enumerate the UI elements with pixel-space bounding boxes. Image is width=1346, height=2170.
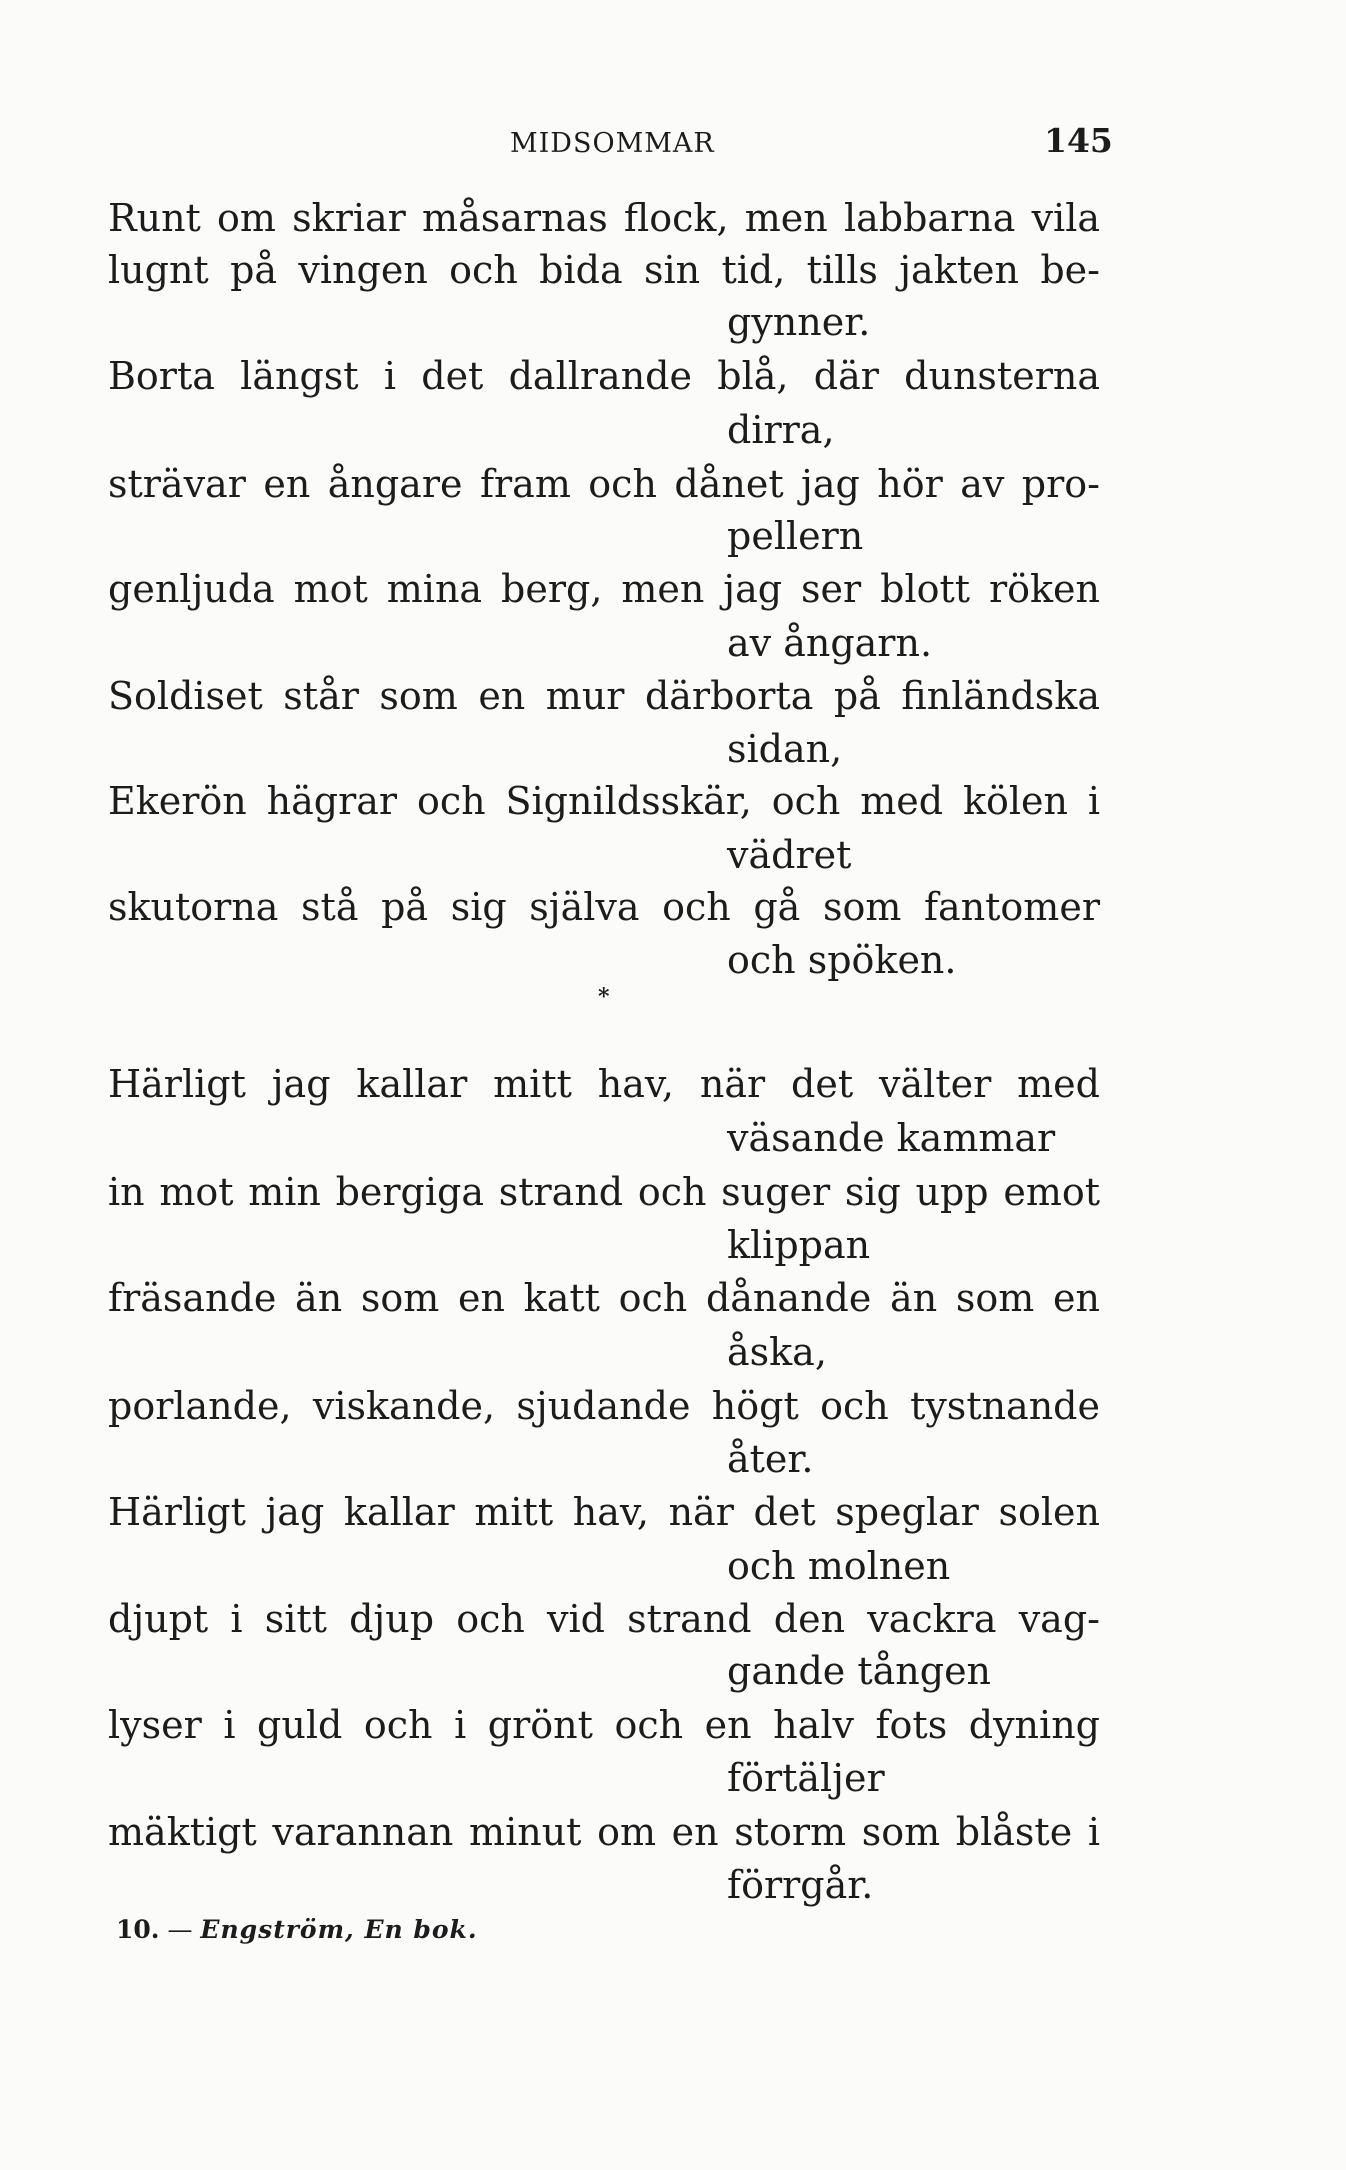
verse-line: fräsande än som en katt och dånande än som en (108, 1276, 1100, 1320)
verse-line-continuation: väsande kammar (727, 1116, 1056, 1160)
verse-line-continuation: av ångarn. (727, 621, 933, 665)
verse-line: Härligt jag kallar mitt hav, när det välter med (108, 1062, 1100, 1106)
verse-line-continuation: sidan, (727, 727, 843, 771)
verse-line: Runt om skriar måsarnas flock, men labbarna vila (108, 196, 1100, 240)
signature-text: Engström, En bok. (200, 1915, 478, 1944)
section-divider-asterisk: * (598, 984, 610, 1010)
verse-line-continuation: dirra, (727, 408, 835, 452)
verse-line-continuation: och spöken. (727, 938, 957, 982)
verse-line-continuation: förrgår. (727, 1863, 874, 1907)
verse-line-continuation: åska, (727, 1330, 827, 1374)
verse-line-continuation: och molnen (727, 1544, 951, 1588)
verse-line: lyser i guld och i grönt och en halv fots dyning (108, 1703, 1100, 1747)
signature-number: 10. (116, 1915, 160, 1944)
verse-line: skutorna stå på sig själva och gå som fantomer (108, 885, 1100, 929)
verse-line-continuation: vädret (727, 833, 852, 877)
verse-line-continuation: gynner. (727, 300, 871, 344)
verse-line: Ekerön hägrar och Signildsskär, och med kölen i (108, 779, 1100, 823)
verse-line-continuation: gande tången (727, 1649, 992, 1693)
verse-line: Borta längst i det dallrande blå, där dunsterna (108, 354, 1100, 398)
verse-line-continuation: pellern (727, 514, 864, 558)
page-number: 145 (1044, 121, 1113, 160)
verse-line: in mot min bergiga strand och suger sig upp emot (108, 1170, 1100, 1214)
verse-line: mäktigt varannan minut om en storm som blåste i (108, 1810, 1100, 1854)
verse-line-continuation: förtäljer (727, 1756, 885, 1800)
verse-line-continuation: klippan (727, 1223, 871, 1267)
verse-line: strävar en ångare fram och dånet jag hör av pro- (108, 462, 1100, 506)
signature-dash: — (167, 1915, 193, 1944)
verse-line: porlande, viskande, sjudande högt och tystnande (108, 1384, 1100, 1428)
verse-line: lugnt på vingen och bida sin tid, tills jakten be- (108, 248, 1100, 292)
printer-signature (116, 1915, 478, 1944)
verse-line-continuation: åter. (727, 1437, 814, 1481)
verse-line: djupt i sitt djup och vid strand den vackra vag- (108, 1597, 1100, 1641)
running-header-title: MIDSOMMAR (510, 128, 715, 159)
verse-line: genljuda mot mina berg, men jag ser blott röken (108, 567, 1100, 611)
verse-line: Soldiset står som en mur därborta på finländska (108, 674, 1100, 718)
verse-line: Härligt jag kallar mitt hav, när det speglar solen (108, 1490, 1100, 1534)
